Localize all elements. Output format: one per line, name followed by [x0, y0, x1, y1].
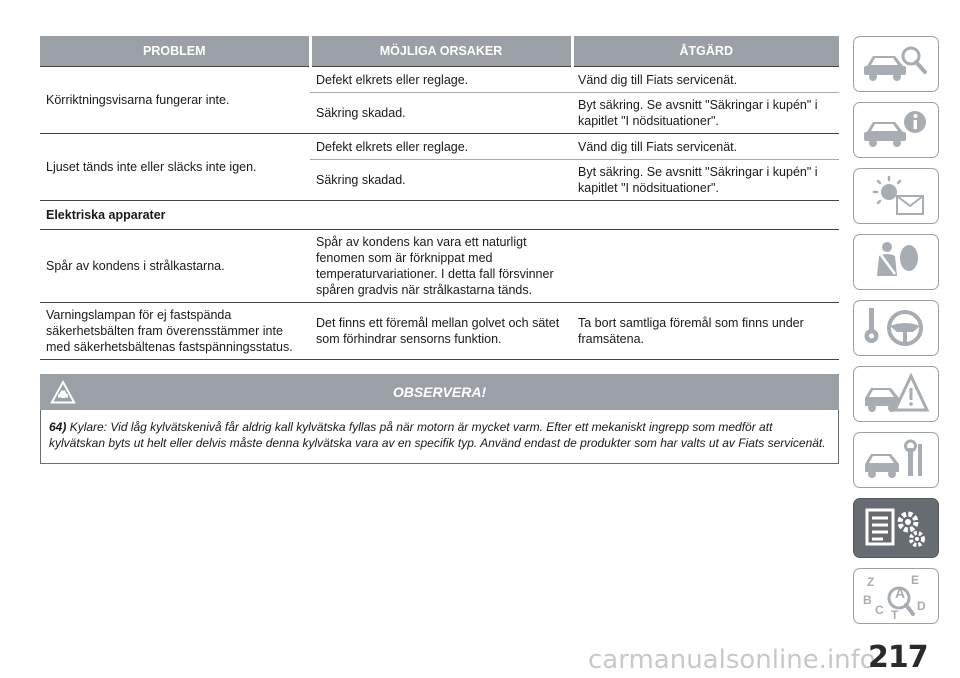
index-letter: T [891, 608, 899, 620]
tab-safety-info[interactable] [853, 102, 939, 158]
index-letter: A [895, 585, 906, 601]
tab-vehicle-knowledge[interactable] [853, 36, 939, 92]
car-info-icon [861, 106, 931, 154]
note-title: OBSERVERA! [392, 384, 487, 400]
note-text: Kylare: Vid låg kylvätskenivå får aldrig kall kylvätska fyllas på när motorn är mycket varm. Efter ett mekaniskt ingrepp som medför att kylvätskan byts ut helt eller delvis måste denna kylvätska vara av en specifik typ. Använd endast de produkter som har valts ut av Fiats servicenät. [49, 420, 826, 450]
index-letter: Z [867, 575, 875, 589]
cause-cell: Säkring skadad. [310, 93, 572, 134]
note-header [40, 374, 839, 410]
car-hazard-icon [861, 370, 931, 418]
watermark: carmanualsonline.info [588, 645, 876, 675]
tab-starting-driving[interactable] [853, 300, 939, 356]
cause-cell: Säkring skadad. [310, 160, 572, 201]
column-header-causes: MÖJLIGA ORSAKER [310, 36, 572, 67]
section-row [40, 201, 839, 230]
main-content [40, 36, 839, 464]
table-row [40, 230, 839, 303]
tab-emergency[interactable] [853, 366, 939, 422]
section-title: Elektriska apparater [40, 201, 839, 230]
action-cell: Byt säkring. Se avsnitt "Säkringar i kupén" i kapitlet "I nödsituationer". [572, 93, 839, 134]
problem-cell: Varningslampan för ej fastspända säkerhetsbälten fram överensstämmer inte med säkerhetsbältenas fastspänningsstatus. [40, 303, 310, 360]
table-row [40, 134, 839, 160]
tab-instruments[interactable] [853, 168, 939, 224]
tab-index[interactable] [853, 568, 939, 624]
note-reference: 64) [49, 420, 67, 434]
problem-cell: Körriktningsvisarna fungerar inte. [40, 67, 310, 134]
cause-cell: Spår av kondens kan vara ett naturligt fenomen som är förknippat med temperaturvariationer. I detta fall försvinner spåren gradvis när strålkastarna tänds. [310, 230, 572, 303]
tab-maintenance[interactable] [853, 432, 939, 488]
tab-safety[interactable] [853, 234, 939, 290]
page-number: 217 [868, 640, 928, 675]
troubleshooting-table [40, 36, 839, 360]
seatbelt-airbag-icon [861, 238, 931, 286]
index-letter: C [875, 603, 884, 617]
index-letter: B [863, 593, 872, 607]
alphabet-index-icon [861, 572, 931, 620]
table-row [40, 67, 839, 93]
column-header-action: ÅTGÄRD [572, 36, 839, 67]
problem-cell: Ljuset tänds inte eller släcks inte igen. [40, 134, 310, 201]
key-steering-wheel-icon [861, 304, 931, 352]
table-row [40, 303, 839, 360]
warning-light-message-icon [861, 172, 931, 220]
cause-cell: Defekt elkrets eller reglage. [310, 134, 572, 160]
column-header-problem: PROBLEM [40, 36, 310, 67]
list-gear-icon [861, 504, 931, 552]
chapter-tabs [853, 36, 939, 634]
index-letter: E [911, 573, 920, 587]
action-cell [572, 230, 839, 303]
cause-cell: Defekt elkrets eller reglage. [310, 67, 572, 93]
tab-technical-data[interactable] [853, 498, 939, 558]
action-cell: Byt säkring. Se avsnitt "Säkringar i kupén" i kapitlet "I nödsituationer". [572, 160, 839, 201]
car-search-icon [861, 40, 931, 88]
action-cell: Ta bort samtliga föremål som finns under framsätena. [572, 303, 839, 360]
table-header-row [40, 36, 839, 67]
index-letter: D [917, 599, 926, 613]
action-cell: Vänd dig till Fiats servicenät. [572, 134, 839, 160]
car-wrench-icon [861, 436, 931, 484]
warning-car-icon [50, 380, 76, 404]
problem-cell: Spår av kondens i strålkastarna. [40, 230, 310, 303]
cause-cell: Det finns ett föremål mellan golvet och sätet som förhindrar sensorns funktion. [310, 303, 572, 360]
note-body [40, 410, 839, 464]
action-cell: Vänd dig till Fiats servicenät. [572, 67, 839, 93]
